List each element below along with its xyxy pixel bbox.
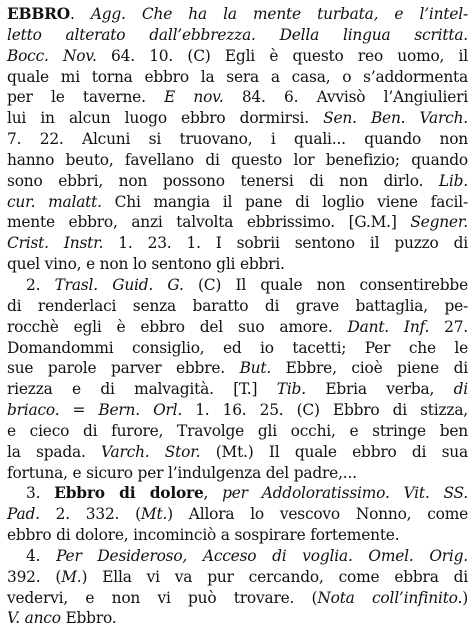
text-segment: Agg. Che ha la mente turbata, e l’intel- xyxy=(90,5,468,23)
entry-line xyxy=(7,338,468,359)
entry-line xyxy=(7,588,468,609)
entry-line xyxy=(7,567,468,588)
entry-line xyxy=(7,212,468,233)
text-segment: lui in alcun luogo ebbro dormirsi. xyxy=(7,109,324,128)
entry-line xyxy=(7,525,468,546)
headword: EBBRO xyxy=(7,5,70,23)
entry-line xyxy=(7,317,468,338)
text-segment: Trasl. Guid. G. xyxy=(54,275,184,294)
text-segment: la spada. xyxy=(7,442,102,461)
text-segment: e cieco di furore, Travolge gli occhi, e stringe ben xyxy=(7,421,468,440)
text-segment: Chi mangia il pane di loglio viene facil- xyxy=(101,192,468,211)
text-segment: Bern. Orl. xyxy=(98,401,183,420)
text-segment: Ebbre, cioè piene di xyxy=(271,359,468,378)
text-segment: quale mi torna ebbro la sera a casa, o s’addormenta xyxy=(7,67,468,86)
text-segment: briaco. xyxy=(7,401,60,420)
entry-line xyxy=(7,87,468,108)
text-segment: ) Ella vi va pur cercando, come ebbra di xyxy=(81,567,468,586)
text-segment: But. xyxy=(239,359,272,378)
entry-line xyxy=(7,483,468,504)
text-segment: cur. malatt. xyxy=(7,192,102,211)
text-segment: mente ebbro, anzi talvolta ebbrissimo. [G.M.] xyxy=(7,213,411,232)
text-segment: Domandommi consiglio, ed io tacetti; Per che le xyxy=(7,338,468,357)
text-segment: per le taverne. xyxy=(7,88,165,107)
text-segment: 4. xyxy=(26,546,57,565)
text-segment: 27. xyxy=(429,317,468,336)
text-segment: . xyxy=(69,5,91,23)
entry-line xyxy=(7,4,468,25)
text-segment: riezza e di malvagità. [T.] xyxy=(7,380,277,399)
text-segment: Lib. xyxy=(438,171,468,190)
text-segment: Varch. Stor. xyxy=(101,442,201,461)
text-segment: 64. 10. (C) Egli è questo reo uomo, il xyxy=(96,46,468,65)
text-segment: fortuna, e sicuro per l’indulgenza del padre,... xyxy=(7,463,357,482)
text-segment: (Mt.) Il quale ebbro di sua xyxy=(200,442,468,461)
text-segment: Ebria verba, xyxy=(305,380,454,399)
entry-line xyxy=(7,296,468,317)
text-segment: = xyxy=(59,401,99,420)
text-segment: sue parole parver ebbre. xyxy=(7,359,240,378)
text-segment: Dant. Inf. xyxy=(347,317,430,336)
text-segment: 84. 6. Avvisò l’Angiulieri xyxy=(223,88,468,107)
entry-line xyxy=(7,421,468,442)
text-segment: sono ebbri, non possono tenersi di non dirlo. xyxy=(7,171,439,190)
text-segment: Pad. xyxy=(7,505,40,524)
text-segment: di renderlaci senza baratto di grave battaglia, pe- xyxy=(7,296,468,315)
text-segment: E nov. xyxy=(164,88,224,107)
entry-line xyxy=(7,546,468,567)
entry-line xyxy=(7,275,468,296)
text-segment: 1. 16. 25. (C) Ebbro di stizza, xyxy=(182,401,468,420)
text-segment: V. anco xyxy=(7,609,61,628)
entry-line xyxy=(7,358,468,379)
text-segment: letto alterato dall’ebbrezza. Della lingua scritta. xyxy=(7,25,468,44)
text-segment: (C) Il quale non consentirebbe xyxy=(183,275,468,294)
entry-line xyxy=(7,400,468,421)
entry-line xyxy=(7,192,468,213)
text-segment: rocchè egli è ebbro del suo amore. xyxy=(7,317,348,336)
text-segment: Bocc. Nov. xyxy=(7,46,97,65)
text-segment: 7. 22. Alcuni si truovano, i quali... quando non xyxy=(7,130,468,149)
entry-line xyxy=(7,25,468,46)
entry-line xyxy=(7,46,468,67)
text-segment: Ebbro. xyxy=(60,609,117,628)
entry-line xyxy=(7,608,468,629)
entry-line xyxy=(7,504,468,525)
text-segment: quel vino, e non lo sentono gli ebbri. xyxy=(7,255,285,274)
entry-line xyxy=(7,129,468,150)
text-segment: Nota coll’infinito. xyxy=(317,588,463,607)
entry-line xyxy=(7,463,468,484)
entry-line xyxy=(7,442,468,463)
entry-line xyxy=(7,67,468,88)
text-segment: ebbro di dolore, incominciò a sospirare fortemente. xyxy=(7,526,400,545)
text-segment: 3. xyxy=(26,484,55,503)
text-segment: Crist. Instr. xyxy=(7,234,104,253)
text-segment: M. xyxy=(61,567,82,586)
entry-line xyxy=(7,171,468,192)
entry-line xyxy=(7,379,468,400)
text-segment: 2. xyxy=(26,275,55,294)
text-segment: Segner. xyxy=(410,213,468,232)
text-segment: Mt. xyxy=(140,505,168,524)
entry-line xyxy=(7,150,468,171)
entry-line xyxy=(7,233,468,254)
text-segment: ) Allora lo vescovo Nonno, come xyxy=(167,505,468,524)
text-segment: vedervi, e non vi può trovare. ( xyxy=(7,588,318,607)
text-segment: Tib. xyxy=(276,380,306,399)
text-segment: Sen. Ben. Varch. xyxy=(323,109,468,128)
text-segment: 1. 23. 1. I sobrii sentono il puzzo di xyxy=(103,234,468,253)
text-segment: per Addoloratissimo. Vit. SS. xyxy=(222,484,468,503)
text-segment: Per Desideroso, Acceso di voglia. Omel. Orig. xyxy=(56,546,469,565)
text-segment: di xyxy=(453,380,468,399)
text-segment: 392. ( xyxy=(7,567,62,586)
text-segment: ) xyxy=(462,588,468,607)
text-segment: 2. 332. ( xyxy=(39,505,141,524)
entry-line xyxy=(7,254,468,275)
text-segment: Ebbro di dolore xyxy=(54,484,204,503)
text-segment: hanno beuto, favellano di questo lor benefizio; quando xyxy=(7,150,468,169)
entry-line xyxy=(7,108,468,129)
text-segment: , xyxy=(203,484,223,503)
